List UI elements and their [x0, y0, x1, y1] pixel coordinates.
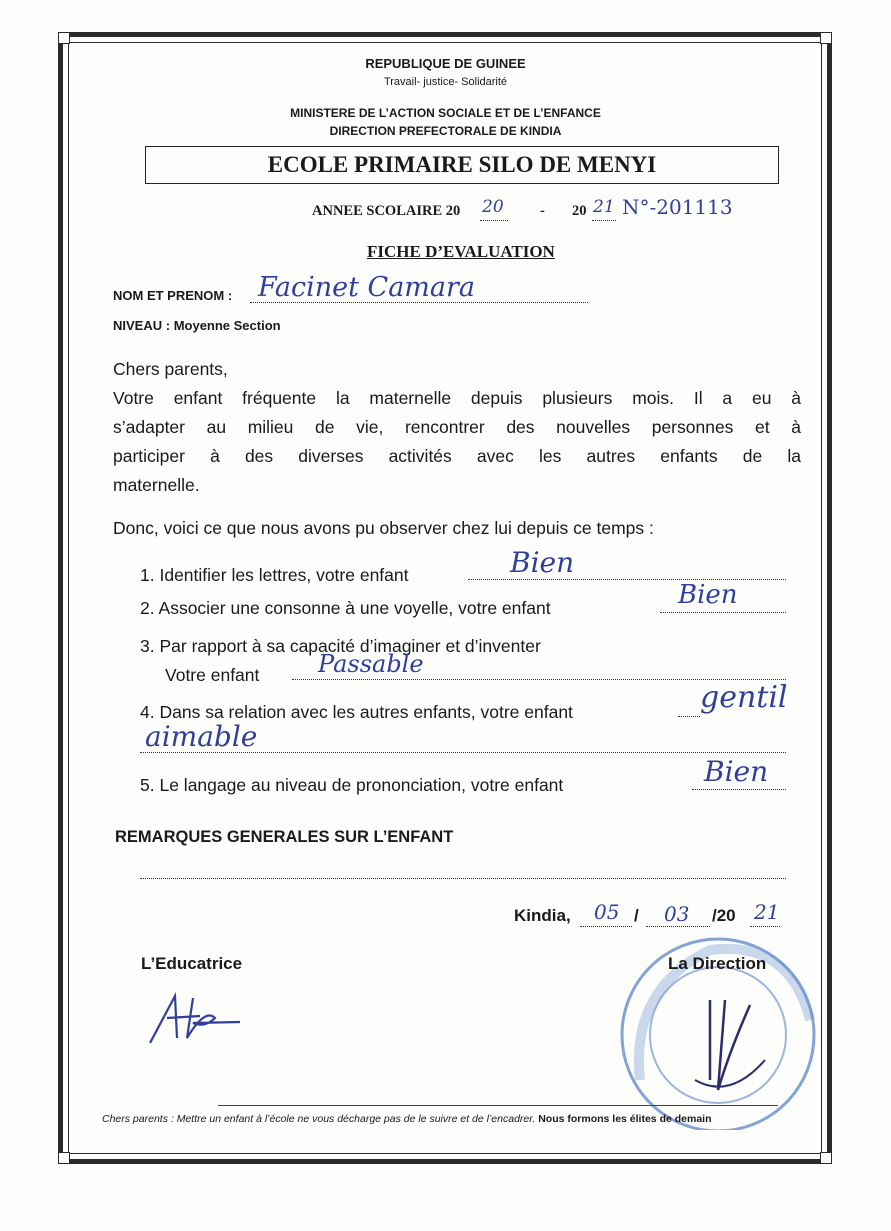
school-year-label: ANNEE SCOLAIRE 20	[312, 203, 461, 219]
direction-title: DIRECTION PREFECTORALE DE KINDIA	[329, 124, 562, 138]
letter-intro: Donc, voici ce que nous avons pu observer chez lui depuis ce temps :	[113, 518, 654, 538]
dotted-line	[480, 220, 508, 221]
ministry-title: MINISTERE DE L’ACTION SOCIALE ET DE L’ENFANCE	[290, 106, 601, 120]
remarks-dotted-line	[140, 878, 786, 879]
item-text: Dans sa relation avec les autres enfants, votre enfant	[159, 702, 573, 722]
country-motto: Travail- justice- Solidarité	[383, 76, 508, 88]
footer-rule	[218, 1105, 778, 1106]
dotted-line	[592, 220, 616, 221]
name-label: NOM ET PRENOM :	[113, 288, 233, 303]
educatrice-signature	[145, 988, 255, 1048]
item-number: 2.	[140, 598, 155, 618]
level-label: NIVEAU :	[113, 318, 171, 333]
answer-dotted-line	[660, 612, 786, 613]
educatrice-label: L’Educatrice	[141, 954, 243, 973]
footer-motto: Nous formons les élites de demain	[538, 1113, 712, 1125]
item-number: 3.	[140, 636, 155, 656]
frame-corner	[58, 32, 70, 44]
frame-corner	[820, 32, 832, 44]
answer-dotted-line	[678, 716, 700, 717]
evaluation-item	[140, 771, 563, 800]
answer-dotted-line	[468, 579, 786, 580]
footer-note: Chers parents : Mettre un enfant à l’école ne vous décharge pas de le suivre et de l’encadrer.	[102, 1113, 536, 1125]
evaluation-item	[140, 561, 409, 590]
letter-greeting: Chers parents,	[113, 359, 228, 379]
direction-label: La Direction	[668, 954, 767, 973]
school-year-mid: 20	[572, 203, 587, 219]
item-answer: Bien	[704, 755, 769, 788]
level-row	[113, 318, 281, 333]
form-title: FICHE D’EVALUATION	[367, 242, 555, 261]
dotted-line	[646, 926, 710, 927]
frame-corner	[820, 1152, 832, 1164]
item-answer: Bien	[510, 546, 575, 579]
item-text: Par rapport à sa capacité d’imaginer et d’inventer	[159, 636, 541, 656]
item-answer: Passable	[318, 650, 424, 678]
item-answer: Bien	[678, 580, 738, 610]
frame-corner	[58, 1152, 70, 1164]
date-year: 21	[754, 900, 780, 924]
letter-line: Votre enfant fréquente la maternelle depuis plusieurs mois. Il a eu à	[113, 388, 801, 408]
school-year-end: 21	[593, 197, 615, 217]
item-text: Associer une consonne à une voyelle, votre enfant	[158, 598, 551, 618]
item-text: Le langage au niveau de prononciation, votre enfant	[159, 775, 564, 795]
evaluation-item	[140, 594, 551, 623]
letter-line: s’adapter au milieu de vie, rencontrer des nouvelles personnes et à	[113, 417, 801, 437]
school-year-separator: -	[540, 203, 545, 219]
registration-number: N°-201113	[622, 195, 733, 219]
school-name-box	[145, 146, 779, 184]
item-number: 4.	[140, 702, 155, 722]
answer-dotted-line	[692, 789, 786, 790]
item-text-continued: Votre enfant	[165, 665, 260, 685]
dotted-line	[580, 926, 632, 927]
footer	[102, 1113, 712, 1125]
item-number: 1.	[140, 565, 155, 585]
date-day: 05	[594, 900, 620, 924]
item-answer: gentil	[700, 680, 788, 715]
school-year-start: 20	[482, 197, 504, 217]
date-place: Kindia,	[514, 906, 571, 925]
item-number: 5.	[140, 775, 155, 795]
date-slash: /	[634, 906, 639, 925]
remarks-heading: REMARQUES GENERALES SUR L’ENFANT	[115, 828, 454, 846]
student-name: Facinet Camara	[258, 272, 476, 303]
date-year-prefix: /20	[712, 906, 736, 925]
date-month: 03	[664, 902, 690, 926]
letter-line: participer à des diverses activités avec les autres enfants de la	[113, 446, 801, 466]
dotted-line	[750, 926, 780, 927]
school-name: ECOLE PRIMAIRE SILO DE MENYI	[267, 152, 657, 177]
letter-line: maternelle.	[113, 475, 200, 495]
item-text: Identifier les lettres, votre enfant	[159, 565, 409, 585]
level-value: Moyenne Section	[173, 318, 281, 333]
country-title: REPUBLIQUE DE GUINEE	[365, 56, 526, 71]
item-answer-continued: aimable	[145, 720, 258, 753]
